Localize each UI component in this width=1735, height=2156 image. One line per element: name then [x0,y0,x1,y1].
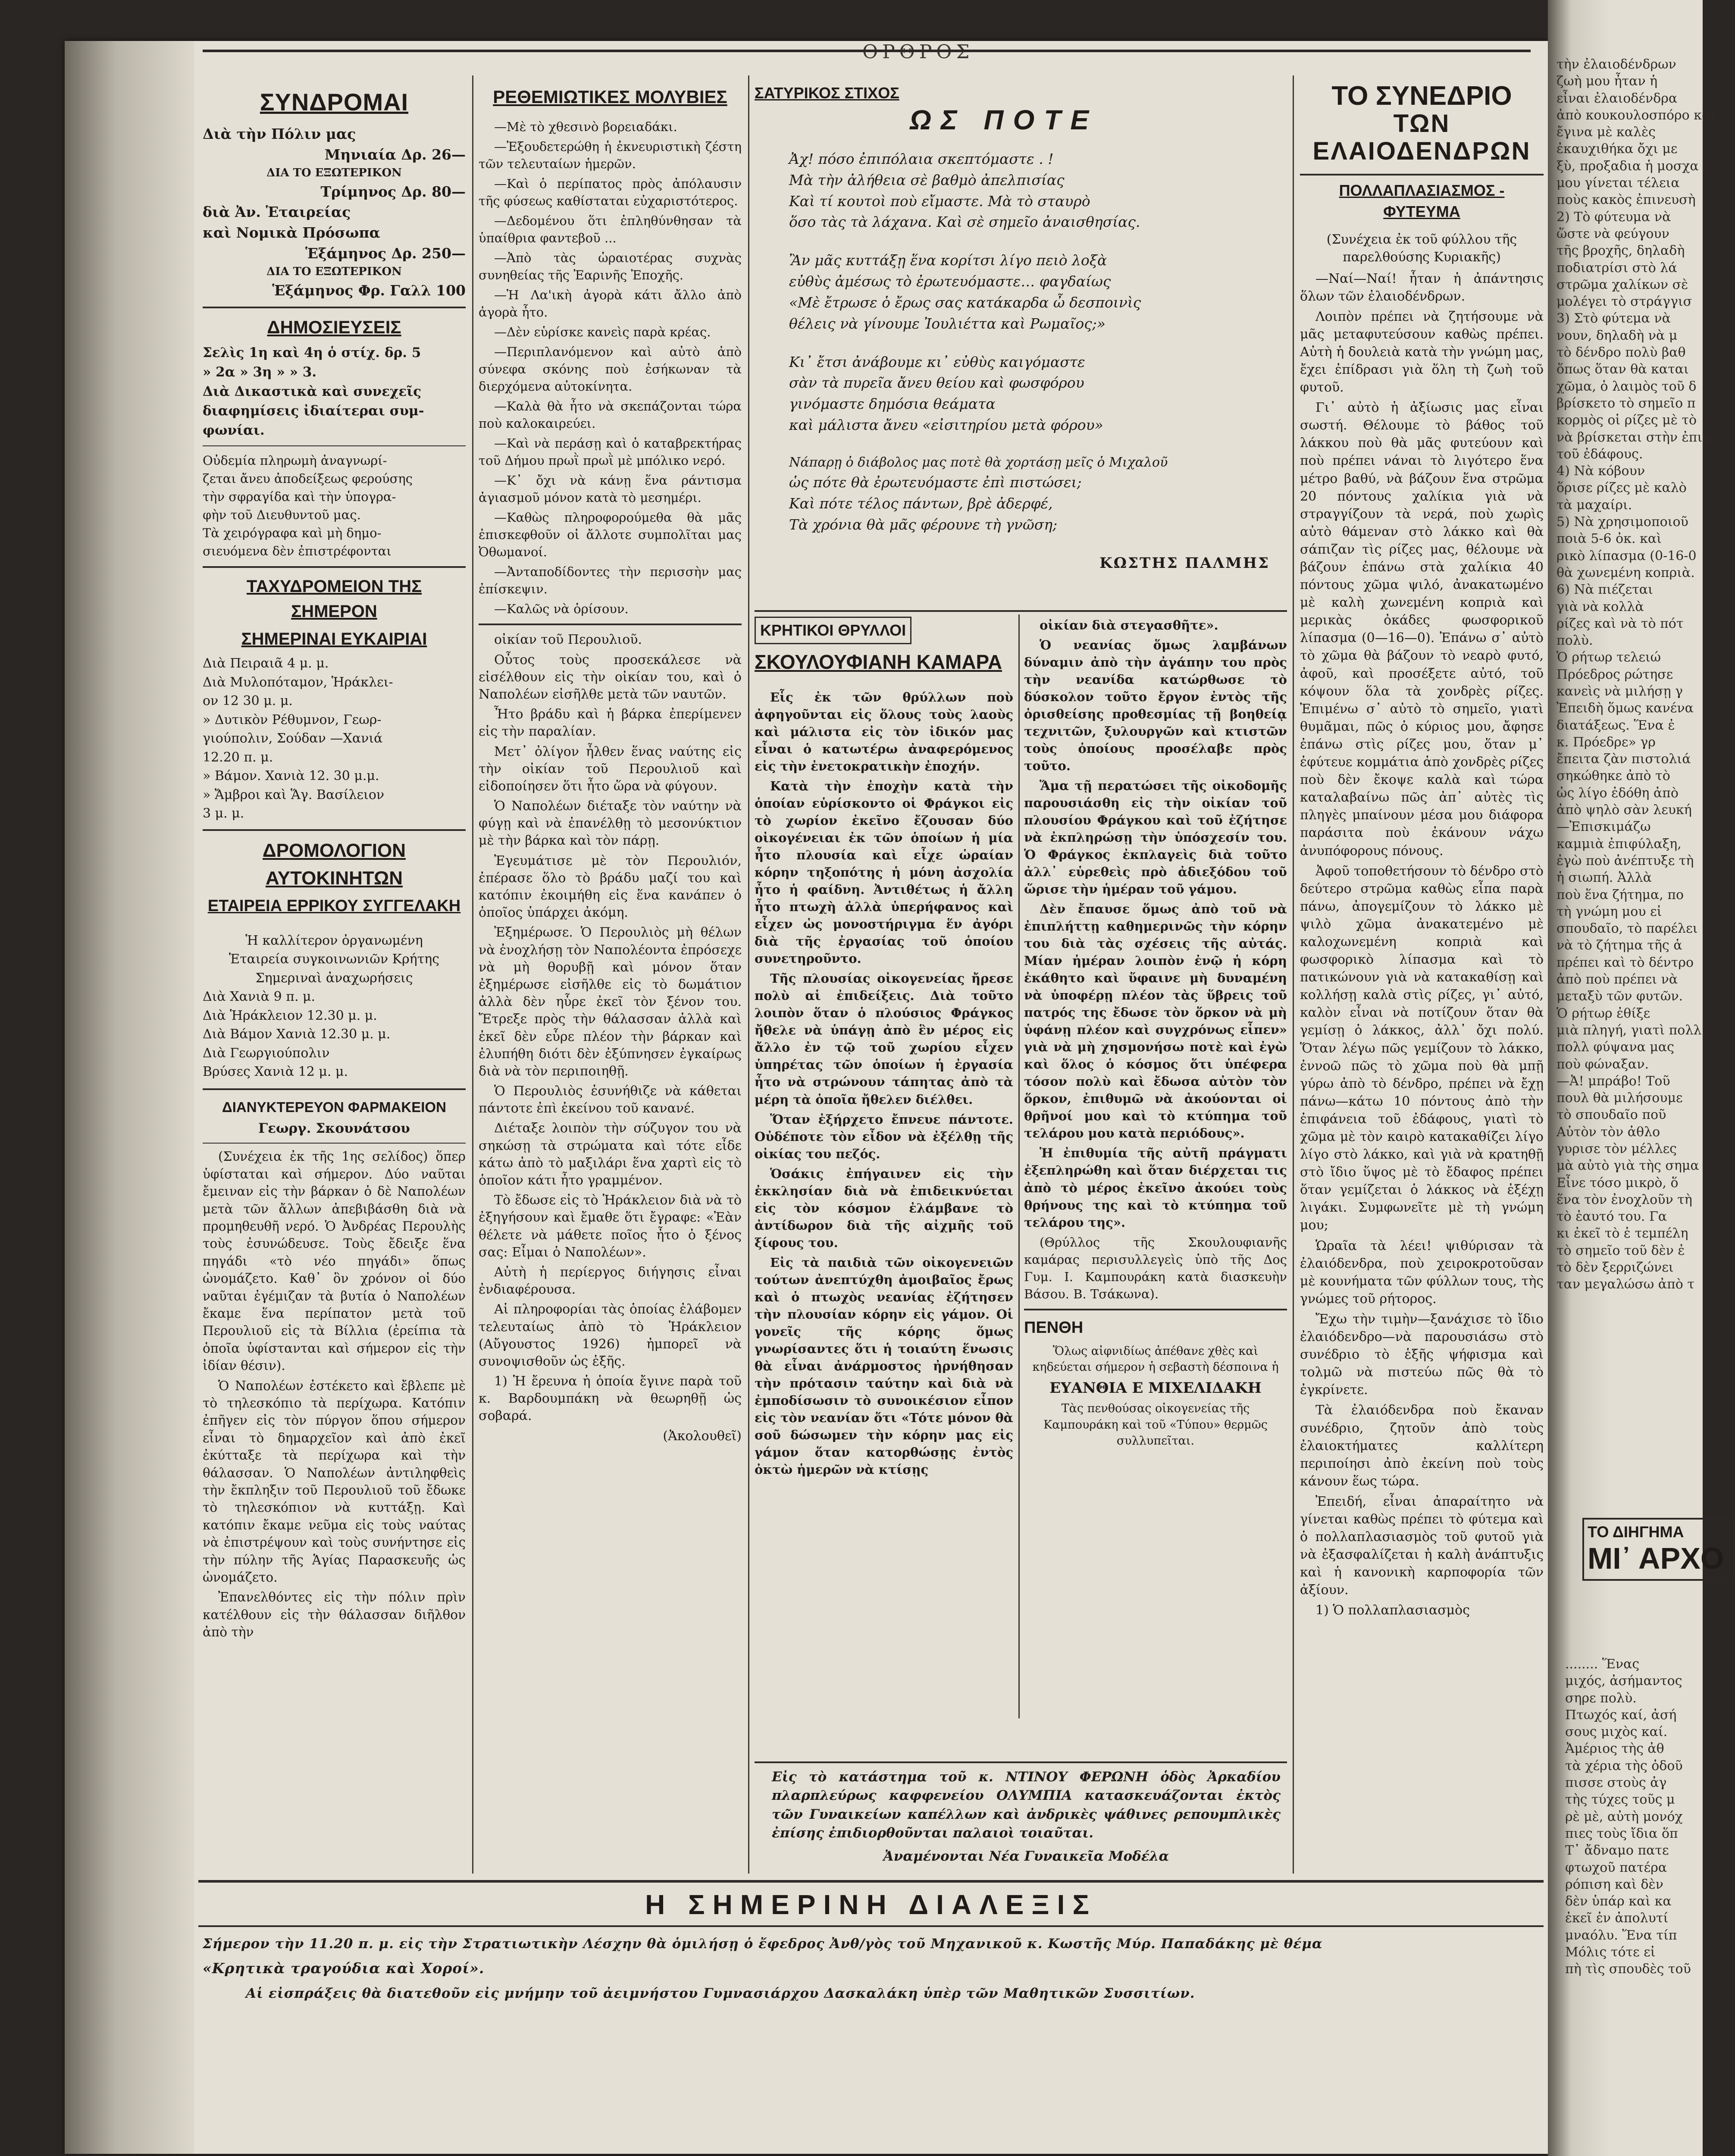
poem-line: Κι᾽ ἔτσι ἀνάβουμε κι᾽ εὐθὺς καιγόμαστε [789,353,1085,370]
fragment-line: πρέπει καὶ τὸ δέντρο [1556,955,1694,970]
fragment-line: Ἀμέριος τὴς ἀθ [1565,1741,1664,1757]
legend-paragraph: Ὅταν ἐξήρχετο ἔπνευε πάντοτε. Οὐδέποτε τὸν εἶδον νὰ ἐξέλθῃ τῆς οἰκίας του πεζός. [755,1112,1013,1161]
post-line: » Δυτικὸν Ρέθυμνον, Γεωρ- [203,712,382,727]
fragment-line: ἐκαυχιθήκα ὄχι με [1556,141,1678,157]
fragment-line: ποὺς κακὸς ἐπινευσὴ [1556,192,1696,208]
short-item: —Δὲν εὑρίσκε κανεὶς παρὰ κρέας. [494,325,711,340]
fragment-line: Ἐπειδὴ ὅμως κανένα [1556,701,1694,716]
section-divider [755,610,1287,612]
story-paragraph: Ἐξημέρωσε. Ὁ Περουλιὸς μὴ θέλων νὰ ἐνοχλήσῃ τὸν Ναπολέοντα ἐπρόσεχε νὰ μὴ θορυβῇ καὶ μόνον ὅταν ἐξημέρωσε εἰσῆλθε εἰς τὸ δωμάτιον ἀλλὰ δὲν ηὗρε ἐκεῖ τὸν ξένον του. Ἔτρεξε πρὸς τὴν θάλασσαν ἀλλὰ καὶ ἐκεῖ δὲν εὗρε πλέον τὴν βάρκαν καὶ ἐλυπήθη διότι δὲν ἐξύπνησεν ἐγκαίρως διὰ νὰ τὸν περιποιηθῇ. [479,925,742,1079]
short-item: —Κ᾽ ὄχι νὰ κάνῃ ἕνα ράντισμα ἀγιασμοῦ μόνον κατὰ τὸ μεσημέρι. [479,473,742,505]
banner-top-rule [198,1880,1544,1883]
post-line: » Βάμον. Χανιὰ 12. 30 μ.μ. [203,768,379,784]
legend-source: (Θρύλλος τῆς Σκουλουφιανῆς καμάρας περισυλλεγεὶς ὑπὸ τῆς Δος Γυμ. Ι. Καμπουράκη κατὰ διασκευὴν Βάσου. Β. Τσάκωνα). [1024,1235,1287,1301]
olive-paragraph: 1) Ὁ πολλαπλασιασμὸς [1315,1603,1470,1618]
fragment-line: χῶμα, ὁ λαιμὸς τοῦ δ [1556,379,1697,394]
mourning-end: Τὰς πενθούσας οἰκογενείας τῆς Καμπουράκη καὶ τοῦ «Τύπου» θερμῶς συλλυπεῖται. [1043,1402,1268,1448]
pharmacy-name: Γεωργ. Σκουνάτσου [258,1121,410,1137]
poem-line: Νάπαρῃ ὁ διάβολος μας ποτὲ θὰ χορτάσῃ μεῖς ὁ Μιχαλοῦ [789,454,1168,470]
fragment-line: πουλ θὰ μιλήσουμε [1556,1091,1683,1106]
fragment-line: —Ἀ! μπράβο! Τοῦ [1556,1073,1670,1089]
subscriptions-line: Διὰ τὴν Πόλιν μας [203,125,356,143]
fragment-line: πισσε στοὺς ἀγ [1565,1775,1667,1791]
bus-line: Διὰ Γεωργιούπολιν [203,1045,330,1061]
poem-line: Καὶ τί κουτοὶ ποὺ εἴμαστε. Μὰ τὸ σταυρὸ [789,192,1090,210]
short-item: —Ἀνταποδίδοντες τὴν περισσὴν μας ἐπίσκεψιν. [479,564,742,597]
story-paragraph: Διέταξε λοιπὸν τὴν σύζυγον του νὰ σηκώσῃ τὰ στρώματα καὶ τότε εἶδε κάτω ἀπὸ τὸ μαξιλάρι ἕνα χαρτὶ εἰς τὸ ὁποῖον κάτι ἦτο γραμμένον. [479,1121,742,1188]
column-rule [1293,75,1294,1874]
bus-line: Ἑταιρεία συγκοινωνιῶν Κρήτης [229,952,440,967]
short-items [479,118,742,617]
fragment-line: Αὐτὸν τὸν ἀθλο [1556,1124,1660,1140]
legend-paragraph: Ἡ ἐπιθυμία τῆς αὐτῆ πράγματι ἐξεπληρώθη καὶ ὅταν διέρχεται τις ἀπὸ τὸ μέρος ἐκεῖνο ἀκούει τοὺς θρήνους της καὶ τὸ κτύπημα τοῦ τελάρου της». [1024,1146,1287,1230]
story-part-1 [203,1148,466,1641]
divider [203,445,466,446]
fragment-line: νὰ βρίσκεται στὴν ἐπιφ [1556,429,1712,445]
fragment-line: πὴ τὶς σπουδὲς τοῦ [1565,1962,1691,1977]
ads-line: » 2α » 3η » » 3. [203,364,317,380]
olive-paragraph: Ἔχω τὴν τιμὴν—ξανάχισε τὸ ἴδιο ἐλαιόδενδρο—νὰ παρουσιάσω στὸ συνέδριο τὸ ἑξῆς ψήφισμα καὶ τολμῶ νὰ πιστεύω πῶς θὰ τὸ ἐγκρίνετε. [1300,1311,1544,1398]
bus-line: Διὰ Χανιὰ 9 π. μ. [203,989,316,1005]
subscriptions-line: ΔΙΑ ΤΟ ΕΞΩΤΕΡΙΚΟΝ [266,265,402,278]
legend-paragraph: Κατὰ τὴν ἐποχὴν κατὰ τὴν ὁποίαν εὑρίσκοντο οἱ Φράγκοι εἰς τὸ χωρίον ἐκεῖνο ἔζουσαν δύο οἰκογένειαι ἐκ τῶν ὁποίων ἡ μία ἦτο πλουσία καὶ εἶχε ὡραίαν κόρην τηξοπότης ἡ μόνη ἀσχολία ἦτο ἡ φαίδνη. Ἀντιθέτως ἡ ἄλλη ἦτο πτωχὴ ἀλλὰ ὑπερήφανος καὶ εἶχεν ὡς μονοστήριγμα ἕν ἀγόρι διὰ τῆς ἐργασίας τοῦ ὁποίου συνετηροῦντο. [755,779,1013,966]
ads-line: διαφημίσεις ἰδιαίτεραι συμ- [203,403,424,419]
notice-block [203,451,466,560]
shop-ad-tagline: Ἀναμένονται Νέα Γυναικεῖα Μοδέλα [883,1848,1169,1864]
olive-congress-article [1300,82,1544,1622]
ads-title: ΔΗΜΟΣΙΕΥΣΕΙΣ [267,317,401,338]
lecture-line: Αἱ εἰσπράξεις θὰ διατεθοῦν εἰς μνήμην τοῦ ἀειμνήστου Γυμνασιάρχου Δασκαλάκη ὑπὲρ τῶν Μαθητικῶν Συσσιτίων. [246,1986,1195,2001]
top-rule [203,50,1531,52]
short-item: —Ἐξουδετερώθη ἡ ἐκνευριστικὴ ζέστη τῶν τελευταίων ἡμερῶν. [479,139,742,171]
notice-line: σιευόμενα δὲν ἐπιστρέφονται [203,544,391,559]
divider [203,829,466,831]
post-line: 12.20 π. μ. [203,749,273,765]
olive-title-2: ΤΩΝ ΕΛΑΙΟΔΕΝΔΡΩΝ [1312,110,1531,165]
story-paragraph: Ὁ Περουλιὸς ἐσυνήθιζε νὰ κάθεται πάντοτε ἐπὶ ἐκείνου τοῦ κανανέ. [479,1084,742,1116]
legend-title: ΣΚΟΥΛΟΥΦΙΑΝΗ ΚΑΜΑΡΑ [755,650,1002,673]
fragment-line: ξὺ, προξαδια ἡ μοσχα [1556,158,1699,174]
column-title: ΡΕΘΕΜΙΩΤΙΚΕΣ ΜΟΛΥΒΙΕΣ [493,87,727,107]
legend-paragraph: Εἷς ἐκ τῶν θρύλλων ποὺ ἀφηγοῦνται εἰς ὅλους τοὺς λαοὺς καὶ μάλιστα εἰς τὸν ἰδικόν μας εἶναι ὁ κατωτέρω ἀναφερόμενος εἰς τὴν ἐνετοκρατικὴν ἐποχήν. [755,690,1013,774]
fragment-line: κορμὸς οἱ ρίζες μὲ τὸ [1556,413,1697,428]
ads-line: φωνίαι. [203,423,265,439]
fragment-line: ὡς λίγο ἐδόθη ἀπὸ [1556,785,1679,801]
story-paragraph: Τὸ ἔδωσε εἰς τὸ Ἡράκλειον διὰ νὰ τὸ ἐξηγήσουν καὶ ἔμαθε ὅτι ἔγραφε: «Ἐὰν θέλετε νὰ μάθετε ποῖος ἦτο ὁ ξένος σας: Εἶμαι ὁ Ναπολέων». [479,1193,742,1260]
olive-paragraph: Λοιπὸν πρέπει νὰ ζητήσουμε νὰ μᾶς μεταφυτεύσουν καθὼς πρέπει. Αὐτὴ ἡ δουλειὰ κατὰ τὴν γνώμη μας, ἔχει ἐπίδρασι γιὰ ὅλη τὴ ζωὴ τοῦ φυτοῦ. [1300,309,1544,395]
notice-line: Οὐδεμία πληρωμὴ ἀναγνωρί- [203,453,387,468]
ads-block [203,343,466,440]
fragment-line: ποιὰ 5-6 ὀκ. καὶ [1556,531,1662,547]
fragment-line: ἀπὸ ψηλὸ σὰν λευκή [1556,802,1692,818]
fragment-line: θὰ χωνεμένη κοπριὰ. [1556,565,1695,580]
short-item: —Δεδομένου ὅτι ἐπληθύνθησαν τὰ ὑπαίθρια φαντεβοῦ ... [479,213,742,246]
legend-paragraph: Τῆς πλουσίας οἰκογενείας ἤρεσε πολὺ αἱ ἐπιδείξεις. Διὰ τοῦτο λοιπὸν ὅταν ὁ πλούσιος Φράγκος ἤθελε νὰ ὑπάγῃ ἀπὸ ἓν μέρος εἰς ἄλλο ἐν τῷ τοῦ χωρίου εἶχεν ὑπηρέτας τῶν ὁποίων ἡ ἐργασία ἦτο νὰ στρώνουν τάπητας ἀπὸ τὰ μέρη τὰ ὁποῖα ἤθελεν διέλθει. [755,971,1013,1107]
cretan-legend-col-b [1024,617,1287,1449]
short-item: —Περιπλανόμενον καὶ αὐτὸ ἀπὸ σύνεφα σκόνης ποὺ ἐσήκωναν τὰ διερχόμενα αὐτοκίνητα. [479,345,742,394]
ads-line: Διὰ Δικαστικὰ καὶ συνεχεῖς [203,384,422,400]
fragment-line: 6) Νὰ πιέζεται [1556,582,1653,598]
poem-line: ὡς πότε θὰ ἐρωτευόμαστε ἐπὶ πιστώσει; [789,474,1082,491]
short-item: —Καθὼς πληροφορούμεθα θὰ μᾶς ἐπισκεφθοῦν οἱ ἄλλοτε συμπολῖται μας Ὀθωμανοί. [479,510,742,560]
fragment-line: ρὲ μὲ, αὐτὴ μονόχ [1565,1809,1683,1824]
fragment-line: Εἶνε τόσο μικρὸ, ὅ [1556,1175,1679,1191]
short-item: —Καλὰ θὰ ἦτο νὰ σκεπάζονται τώρα ποὺ καλοκαιρεύει. [479,399,742,431]
post-line: Διὰ Μυλοπόταμον, Ἡράκλει- [203,674,393,690]
legend-paragraph: οἰκίαν διὰ στεγασθῆτε». [1040,618,1218,633]
fragment-line: τὴς τύχες τοῦς μ [1565,1792,1675,1808]
story-part-2 [479,631,742,1445]
bus-subtitle: ΕΤΑΙΡΕΙΑ ΕΡΡΙΚΟΥ ΣΥΓΓΕΛΑΚΗ [207,897,461,915]
poem-author: ΚΩΣΤΗΣ ΠΑΛΜΗΣ [1099,554,1270,572]
fragment-line: —Ἐπισκιμάζω [1556,819,1651,835]
post-subtitle: ΣΗΜΕΡΙΝΑΙ ΕΥΚΑΙΡΙΑΙ [241,630,427,649]
fragment-line: ποὺ φώναξαν. [1556,1056,1649,1072]
satire-kicker: ΣΑΤΥΡΙΚΟΣ ΣΤΙΧΟΣ [755,84,899,102]
fragment-line: ζωὴ μου ἦταν ἡ [1556,74,1658,89]
lecture-line: «Κρητικὰ τραγούδια καὶ Χοροί». [203,1960,485,1977]
fragment-line: μὰ αὐτὸ γιὰ τὴς σημα [1556,1158,1699,1174]
notice-line: ζεται ἄνευ ἀποδείξεως φερούσης [203,471,413,486]
shop-ad-text: Εἰς τὸ κατάστημα τοῦ κ. ΝΤΙΝΟΥ ΦΕΡΩΝΗ ὁδὸς Ἀρκαδίου πλαρπλεύρως καφφενείου ΟΛΥΜΠΙΑ κατασκευάζονται ἐκτὸς τῶν Γυναικείων καπέλλων καὶ ἀνδρικὲς ψάθινες ρεπουμπλικὲς ἐπίσης ἐπιδιορθοῦνται παλαιοὶ τοιαῦται. [772,1769,1281,1841]
fragment-line: βρίσκετο τὸ σημεῖο π [1556,395,1696,411]
section-divider [755,1761,1287,1763]
divider [1300,174,1544,175]
fragment-line: ἀπὸ κουκουλοσπόρο καὶ [1556,107,1716,123]
fragment-line: μου γίνεται τέλεια [1556,175,1680,191]
fragment-line: κ. Πρόεδρε» γρ [1556,734,1656,750]
satire-section [755,82,1287,574]
adjacent-page-text-lower [1565,1656,1703,1978]
page-binding [65,41,194,2154]
legend-paragraph: Ἅμα τῇ περατώσει τῆς οἰκοδομῆς παρουσιάσθη εἰς τὴν οἰκίαν τοῦ πλουσίου Φράγκου καὶ τοῦ ἐζήτησε νὰ ἐκπληρώσῃ τὴν ὑπόσχεσίν του. Ὁ Φράγκος ἐκπλαγεὶς διὰ τοῦτο ἀλλ᾽ εὑρεθεὶς πρὸ ἀδιεξόδου τοῦ ὥρισε τὴν ἡμέραν τοῦ γάμου. [1024,778,1287,897]
post-line: » Ἄμβροι καὶ Ἅγ. Βασίλειον [203,787,385,802]
fragment-line: 5) Νὰ χρησιμοποιοῦ [1556,514,1688,530]
cretan-legend-col-a [755,617,1013,1481]
fragment-line: ταν μεγαλώσω ἀπὸ τ [1556,1277,1694,1292]
fragment-line: Μόλις τότε εἰ [1565,1945,1656,1960]
fragment-line: ρίζες καὶ νὰ τὸ πότ [1556,616,1684,631]
olive-paragraph: Ἀφοῦ τοποθετήσουν τὸ δένδρο στὸ δεύτερο στρῶμα καθὼς εἶπα παρὰ πάνω, ἀπογεμίζουν τὸ λάκκο μὲ ψιλὸ χῶμα ἀνακατεμένο μὲ καλοχωνεμένη κοπριὰ καὶ φωσφορικὸ λίπασμα καὶ τὸ πατικώνουν γιὰ νὰ κατακαθίσῃ καὶ κολλήσῃ καλὰ στὶς ρίζες, γι᾽ αὐτό, καλὸν εἶναι νὰ ποτίζουν ὅταν θὰ γεμίσῃ ὁ λάκκος, ἀλλ᾽ ὄχι πολύ. Ὅταν λέγω πῶς γεμίζουν τὸ λάκκο, ἐννοῶ πῶς τὸ χῶμα ποὺ θὰ μπῇ γύρω ἀπὸ τὸ δένδρο, πρέπει νὰ ἔχῃ πάνω—κάτω 10 πόντους ἀπὸ τὴν ἐπιφάνεια τοῦ ἐδάφους, γιατὶ τὸ χῶμα μὲ τὸν καιρὸ κατακαθίζει λίγο λίγο στὸ λάκκο, καὶ γιὰ νὰ κρατηθῇ στὸ ἴδιο ὕψος μὲ τὸ ἔδαφος πρέπει ὅταν γεμίζεται ὁ λάκκος νὰ ἐξέχῃ λιγάκι. Συμφωνεῖτε μὲ τὴ γνώμη μου; [1300,863,1544,1233]
fragment-line: τοῦ ἐδάφους. [1556,446,1643,462]
fragment-line: σηκώθηκε ἀπὸ τὸ [1556,768,1670,784]
subscriptions-line: ΔΙΑ ΤΟ ΕΞΩΤΕΡΙΚΟΝ [266,166,402,179]
story-paragraph: (Συνέχεια ἐκ τῆς 1ης σελίδος) ὅπερ ὑφίσταται καὶ σήμερον. Δύο ναῦται ἔμειναν εἰς τὴν βάρκαν ὁ δὲ Ναπολέων μετὰ τῶν ἄλλων ἀπεβιβάσθη διὰ νὰ προμηθευθῆ νερό. Ὁ Ἀνδρέας Περουλὴς τοὺς ἐσυνώδευσε. Τοὺς ἔδειξε ἕνα πηγάδι «τὸ νέο πηγάδι» ὅπως ὠνομάζετο. Καθ᾽ ὃν χρόνον οἱ δύο ναῦται ἐγέμιζαν τὰ βυτία ὁ Ναπολέων ἔκαμε ἕνα περίπατον μετὰ τοῦ Περουλιοῦ εἰς τὰ Βίλλια (ἐρείπια τὰ ὁποῖα ὑφίστανται καὶ σήμερον εἰς τὴν ἰδίαν θέσιν). [203,1149,466,1373]
fragment-line: νουν, δηλαδὴ νὰ μ [1556,328,1678,343]
legend-kicker: ΚΡΗΤΙΚΟΙ ΘΡΥΛΛΟΙ [755,617,911,644]
poem-line: θέλεις νὰ γίνουμε Ἰουλιέττα καὶ Ρωμαῖος;» [789,315,1106,332]
subscriptions-line: διὰ Ἀν. Ἑταιρείας [203,204,351,221]
story-box-title: ΜΙ᾽ ΑΡΧΟ [1588,1542,1724,1575]
fragment-line: τὰ μαχαίρι. [1556,497,1632,513]
divider [1024,1309,1287,1310]
olive-paragraph: —Ναί—Ναί! ἦταν ἡ ἀπάντησις ὅλων τῶν ἐλαιοδένδρων. [1300,271,1544,304]
divider [479,624,742,625]
fragment-line: τὸ δένδρο πολὺ βαθ [1556,345,1686,360]
fragment-line: τὸ δὲν ξερριζώνει [1556,1260,1674,1275]
fragment-line: μιχός, ἀσήμαντος [1565,1673,1682,1689]
bus-block [203,931,466,1081]
fragment-line: διατάξεως. Ἕνα ἐ [1556,718,1675,733]
fragment-line: ποδιατρίσι στὸ λά [1556,260,1677,276]
short-item: —Καὶ νὰ περάσῃ καὶ ὁ καταβρεκτήρας τοῦ Δήμου πρωῒ πρωῒ μὲ μπόλικο νερό. [479,436,742,468]
short-item: —Καλῶς νὰ ὁρίσουν. [494,602,629,617]
lecture-line: Σήμερον τὴν 11.20 π. μ. εἰς τὴν Στρατιωτικὴν Λέσχην θὰ ὁμιλήσῃ ὁ ἔφεδρος Ἀνθ/γὸς τοῦ Μηχανικοῦ κ. Κωστῆς Μύρ. Παπαδάκης μὲ θέμα [203,1936,1323,1952]
olive-paragraph: Γι᾽ αὐτὸ ἡ ἀξίωσις μας εἶναι σωστή. Θέλουμε τὸ βάθος τοῦ λάκκου ποὺ θὰ μᾶς φυτεύουν καὶ ποὺ πρέπει νάναι τὸ λιγότερο ἕνα μέτρο βαθύ, νὰ βάζουν ἕνα στρῶμα 20 πόντους χαλίκια γιὰ νὰ στραγγίζουν τὰ νερά, ποὺ χωρὶς αὐτὸ θάμεναν στὸ λάκκο καὶ θὰ σάπιζαν τὶς ρίζες μας, θέλουμε νὰ βάζουν ἐπάνω στὰ χαλίκια 40 πόντους χῶμα ψιλό, ἀνακατωμένο μὲ καλὴ χωνεμένη κοπριὰ καὶ μερικὰς ὀκάδες φωσφορικοῦ λίπασμα (0—16—0). Ἐπάνω σ᾽ αὐτὸ τὸ χῶμα θὰ βάζουν τὸ νεαρὸ φυτό, ἀφοῦ, καὶ προσέξετε αὐτό, τοῦ κόψουν ὅλα τὰ χονδρὲς ρίζες. Ἐπιμένω σ᾽ αὐτὸ τὸ σημεῖο, γιατὶ θυμᾶμαι, πῶς ὁ κύριος μου, ἄφησε ἐπάνω στὶς ρίζες μου, ὅταν μ᾽ ἐφύτευε κομμάτια ἀπὸ χονδρὲς ρίζες ποὺ δὲν ἔκοψε καλὰ καὶ τώρα καταλαβαίνω πῶς ἀπ᾽ αὐτὲς τὶς πληγὲς μπαίνουν μέσα μου διάφορα παράσιτα ποὺ ἐκάνουν νάχω ἀνυπόφορους πόνους. [1300,400,1544,859]
fragment-line: σους μιχὸς καί. [1565,1724,1668,1740]
satire-title: ΩΣ ΠΟΤΕ [910,104,1099,136]
fragment-line: νὰ τὸ ζήτημα τῆς ἁ [1556,938,1682,953]
fragment-line: τὴ γνώμη μου εἰ [1556,904,1662,919]
fragment-line: 3) Στὸ φύτεμα νὰ [1556,311,1671,326]
legend-paragraph: Εἰς τὰ παιδιὰ τῶν οἰκογενειῶν τούτων ἀνεπτύχθη ἀμοιβαῖος ἔρως καὶ ὁ πτωχὸς νεανίας ἐζήτησεν τὴν πλουσίαν κόρην εἰς γάμον. Οἱ γονεῖς τῆς κόρης ὅμως γνωρίσαντες ὅτι ἡ τοιαύτη ἕνωσις θὰ εἶναι ἀνάρμοστος ἠρνήθησαν τὴν πρότασιν ταύτην καὶ διὰ νὰ ἐμποδίσωσιν τὸ συνοικέσιον εἶπον εἰς τὸν νεανίαν ὅτι «Τότε μόνον θὰ σοῦ δώσωμεν τὴν κόρην μας εἰς γάμον ὅταν κατορθώσῃς ἐντὸς ὀκτὼ ἡμερῶν νὰ κτίσῃς [755,1255,1013,1477]
story-paragraph: Ἐπανελθόντες εἰς τὴν πόλιν πρὶν κατέλθουν εἰς τὴν θάλασσαν διῆλθον ἀπὸ τὴν [203,1590,466,1640]
bus-line: Διὰ Βάμον Χανιὰ 12.30 μ. μ. [203,1027,391,1042]
poem-line: Ἀχ! πόσο ἐπιπόλαια σκεπτόμαστε . ! [789,150,1054,167]
fragment-line: ἀπὸ ποὺ πρέπει νὰ [1556,972,1678,987]
poem-line: σὰν τὰ πυρεῖα ἄνευ θείου καὶ φωσφόρου [789,374,1084,392]
divider [203,1088,466,1090]
subscriptions-line: Τρίμηνος Δρ. 80— [320,183,466,200]
fragment-line: τὰ χέρια τὴς ὁδοῦ [1565,1758,1683,1774]
legend-paragraph: Ὁ νεανίας ὅμως λαμβάνων δύναμιν ἀπὸ τὴν ἀγάπην του πρὸς τὴν νεανίδα κατώρθωσε τὸ δύσκολον τοῦτο ἔργον ἐντὸς τῆς ὁρισθείσης προθεσμίας τῇ βοηθείᾳ τεχνιτῶν, ξυλουργῶν καὶ κτιστῶν τοὺς ὁποίους προσέλαβε πρὸς τοῦτο. [1024,638,1287,774]
poem-line: Καὶ πότε τέλος πάντων, βρὲ ἀδερφέ, [789,495,1053,512]
legend-paragraph: Ὁσάκις ἐπήγαινεν εἰς τὴν ἐκκλησίαν διὰ νὰ ἐπιδεικνύεται εἰς τὸν κόσμον ἐλάμβανε τὸ ἀντίδωρον διὰ τῆς αἰχμῆς τοῦ ξίφους του. [755,1166,1013,1250]
notice-line: φὴν τοῦ Διευθυντοῦ μας. [203,508,361,523]
post-line: γιούπολιν, Σούδαν —Χανιά [203,731,383,746]
poem-stanza [789,250,1287,334]
fragment-line: γιὰ νὰ κολλὰ [1556,599,1644,614]
story-paragraph: Ἐγευμάτισε μὲ τὸν Περουλιόν, ἐπέρασε ὅλο τὸ βράδυ μαζί του καὶ κατόπιν ἐκοιμήθη εἰς ἕνα κανάπεν ὁ ὁποῖος ὑπάρχει ἀκόμη. [479,853,742,921]
legend-paragraph: Δὲν ἔπαυσε ὅμως ἀπὸ τοῦ νὰ ἐπιπλήττῃ καθημερινῶς τὴν κόρην του διὰ τὰς σχέσεις τῆς αὐτάς. Μίαν ἡμέραν λοιπὸν ἐνῷ ἡ κόρη ἐκάθητο καὶ ὕφαινε μὴ δυναμένη νὰ ὑποφέρῃ πλέον τὰς ὕβρεις τοῦ πατρός της ἔδωσε τὸν ὅρκον νὰ μὴ ὑφάνῃ πλέον καὶ συγχρόνως εἶπεν» γιὰ νὰ μὴ χησμονήσω ποτὲ καὶ ἐγὼ καὶ ὅλος ὁ κόσμος ὅτι ὑπέφερα τόσον πολὺ καὶ ἔδωσα αὐτὸν τὸν ὅρκον, ἐπιθυμῶ νὰ ἀκούονται οἱ θρῆνοί μου καὶ τὸ κτύπημα τοῦ τελάρου μου κατὰ περιόδους». [1024,902,1287,1141]
divider [203,566,466,568]
divider [203,307,466,308]
fragment-line: ἡ σιωπή. Ἀλλὰ [1556,870,1652,886]
fragment-line: φτωχοῦ πατέρα [1565,1860,1667,1875]
fragment-line: κανεὶς νὰ μιλήσῃ γ [1556,683,1683,699]
story-paragraph: οἰκίαν τοῦ Περουλιοῦ. [494,632,642,648]
shop-ad [772,1768,1281,1866]
fragment-line: ρικὸ λίπασμα (0-16-0 [1556,548,1697,564]
poem-line: γινόμαστε δημόσια θεάματα [789,395,996,413]
newspaper-page [65,41,1548,2154]
fragment-line: πιες τοὺς ἴδια ὅπ [1565,1826,1678,1841]
fragment-line: μεταξὺ τῶν φυτῶν. [1556,989,1683,1004]
poem-stanza [789,453,1287,536]
fragment-line: ὅρισε ρίζες μὲ καλὸ [1556,480,1687,496]
fragment-line: 2) Τὸ φύτευμα νὰ [1556,209,1671,225]
bus-title: ΔΡΟΜΟΛΟΓΙΟΝ ΑΥΤΟΚΙΝΗΤΩΝ [263,840,406,889]
fragment-line: ὅπως ὅταν θὰ καται [1556,362,1689,377]
olive-title-1: ΤΟ ΣΥΝΕΔΡΙΟ [1331,81,1512,111]
column-rule [748,75,749,1874]
short-item: —Καὶ ὁ περίπατος πρὸς ἀπόλαυσιν τῆς φύσεως καθίσταται εὐχαριστότερος. [479,176,742,209]
poem-line: ὅσο τὰς τὰ λάχανα. Καὶ σὲ σημεῖο ἀναισθησίας. [789,213,1140,231]
mourning-name: ΕΥΑΝΘΙΑ Ε ΜΙΧΕΛΙΔΑΚΗ [1049,1379,1262,1397]
short-item: —Μὲ τὸ χθεσινὸ βορειαδάκι. [494,119,677,134]
poem-line: εὐθὺς ἀμέσως τὸ ἐρωτευόμαστε… φαγδαίως [789,273,1111,290]
bus-line: Σημεριναὶ ἀναχωρήσεις [255,970,413,986]
fragment-line: ἕνα τὸν ἐνοχλοῦν τὴ [1556,1192,1692,1207]
fragment-line: δὲν ὑπάρ καὶ κα [1565,1894,1672,1909]
continued-note: (Ἀκολουθεῖ) [663,1428,742,1444]
subscriptions-line: Ἑξάμηνος Δρ. 250— [305,245,466,262]
fragment-line: ἔπειτα ζὰν πιστολιά [1556,752,1691,767]
fragment-line: εἶναι ἐλαιοδένδρα [1556,91,1678,106]
ads-line: Σελὶς 1η καὶ 4η ὁ στίχ. δρ. 5 [203,345,421,361]
poem-line: Ἂν μᾶς κυττάξῃ ἕνα κορίτσι λίγο πειὸ λοξὰ [789,252,1107,269]
poem-line: Μὰ τὴν ἀλήθεια σὲ βαθμὸ ἀπελπισίας [789,171,1065,188]
story-paragraph: 1) Ἡ ἔρευνα ἡ ὁποία ἔγινε παρὰ τοῦ κ. Βαρδουμπάκη νὰ θεωρηθῇ ὡς σοβαρά. [479,1374,742,1424]
bus-line: Ἡ καλλίτερον ὀργανωμένη [245,933,423,948]
fragment-line: ποὺ ἕνα ζήτημα, πο [1556,887,1684,903]
fragment-line: τὸ ἑαυτό του. Γα [1556,1209,1667,1225]
post-line: ον 12 30 μ. μ. [203,693,293,709]
mourning-title: ΠΕΝΘΗ [1024,1318,1084,1337]
fragment-line: γυρισε τὸν μέλλες [1556,1141,1677,1156]
fragment-line: τῆς βροχῆς, δηλαδὴ [1556,243,1685,259]
mourning-text: Ὅλως αἰφνιδίως ἀπέθανε χθὲς καὶ κηδεύεται σήμερον ἡ σεβαστὴ δέσποινα ἡ [1032,1344,1279,1374]
column-2 [479,82,742,1445]
subscriptions-line: Ἑξάμηνος Φρ. Γαλλ 100 [272,282,466,299]
fragment-line: στρῶμα χαλίκων σὲ [1556,277,1688,292]
fragment-line: ἐκεῖ ἐν ἀπολυτί [1565,1911,1669,1926]
adjacent-page-text [1556,56,1716,1293]
lecture-title: Η ΣΗΜΕΡΙΝΗ ΔΙΑΛΕΞΙΣ [645,1889,1097,1920]
story-box-kicker: ΤΟ ΔΙΗΓΗΜΑ [1588,1523,1684,1541]
subscriptions-line: καὶ Νομικὰ Πρόσωπα [203,224,380,241]
notice-line: Τὰ χειρόγραφα καὶ μὴ δημο- [203,526,382,541]
story-paragraph: Ὁ Ναπολέων ἐστέκετο καὶ ἔβλεπε μὲ τὸ τηλεσκόπιο τὰ περίχωρα. Κατόπιν ἐπῆγεν εἰς τὸν πύργον ὅπου σήμερον εἶναι τὸ δημαρχεῖον καὶ ἀπὸ ἐκεῖ ἐκύτταξε τὰ περίχωρα καὶ τὴν θάλασσαν. Ὁ Ναπολέων ἀντιληφθεὶς τὴν ἔκπληξιν τοῦ Περουλιοῦ τοῦ ἔδωκε τὸ τηλεσκόπιον νὰ κυττάξῃ. Καὶ κατόπιν ἔκαμε νεῦμα εἰς τοὺς ναύτας νὰ ἐπιστρέψουν καὶ τοὺς συνήντησε εἰς τὴν πύλην τῆς Ἁγίας Παρασκευῆς ὡς ὠνομάζετο. [203,1378,466,1585]
short-item: —Ἡ Λα'ικὴ ἀγορὰ κάτι ἄλλο ἀπὸ ἀγορὰ ἦτο. [479,288,742,320]
story-paragraph: Ἦτο βράδυ καὶ ἡ βάρκα ἐπερίμενεν εἰς τὴν παραλίαν. [479,707,742,740]
story-paragraph: Μετ᾽ ὀλίγον ἦλθεν ἕνας ναύτης εἰς τὴν οἰκίαν τοῦ Περουλιοῦ καὶ εἰδοποίησεν ὅτι ἦτο ὥρα νὰ φύγουν. [479,744,742,794]
post-title: ΤΑΧΥΔΡΟΜΕΙΟΝ ΤΗΣ ΣΗΜΕΡΟΝ [246,577,422,621]
story-paragraph: Ὁ Ναπολέων διέταξε τὸν ναύτην νὰ φύγῃ καὶ νὰ ἐπανέλθῃ τὸ μεσονύκτιον μὲ τὴν βάρκα καὶ τὸν πάρῃ. [479,799,742,849]
post-line: Διὰ Πειραιᾶ 4 μ. μ. [203,656,329,671]
fragment-line: Πρόεδρος ρώτησε [1556,667,1673,682]
fragment-line: μιὰ πληγή, γιατὶ πολλ [1556,1022,1702,1038]
bus-line: Διὰ Ἡράκλειον 12.30 μ. μ. [203,1008,377,1023]
story-paragraph: Οὗτος τοὺς προσεκάλεσε νὰ εἰσέλθουν εἰς τὴν οἰκίαν του, καὶ ὁ Ναπολέων εἰσῆλθε μετὰ τῶν ναυτῶν. [479,652,742,702]
fragment-line: πολλ φύψανα μας [1556,1040,1674,1055]
fragment-line: τὴν ἐλαιοδένδρων [1556,57,1676,72]
fragment-line: τὸ σπουδαῖο ποῦ [1556,1107,1666,1123]
fragment-line: καμμιὰ ἐπιφύλαξη, [1556,836,1682,852]
story-box [1582,1518,1735,1581]
fragment-line: 4) Νὰ κόβουν [1556,464,1645,479]
adjacent-page [1548,0,1724,2156]
fragment-line: κι ἐκεῖ τὸ ἑ τεμπέλη [1556,1226,1688,1241]
fragment-line: ρόπιση καὶ δὲν [1565,1877,1663,1892]
short-item: —Ἀπὸ τὰς ὡραιοτέρας συχνὰς συνηθείας τῆς Ἐαρινῆς Ἐποχῆς. [479,251,742,283]
poem-stanza [789,352,1287,436]
post-line: 3 μ. μ. [203,806,244,821]
fragment-line: πολὺ. [1556,633,1593,649]
bus-line: Βρύσες Χανιὰ 12 μ. μ. [203,1064,348,1080]
column-rule [472,75,473,1874]
fragment-line: τὸ σημεῖο τοῦ δὲν ἐ [1556,1243,1685,1258]
story-paragraph: Αἱ πληροφορίαι τὰς ὁποίας ἐλάβομεν τελευταίως ἀπὸ τὸ Ἡράκλειον (Αὔγουστος 1926) ἠμπορεῖ νὰ συνοψισθοῦν ὡς ἑξῆς. [479,1302,742,1369]
fragment-line: ........ Ἕνας [1565,1657,1640,1672]
column-1 [203,82,466,1644]
fragment-line: ὥστε νὰ φεύγουν [1556,226,1669,241]
fragment-line: ἔγινα μὲ καλὲς [1556,125,1656,140]
poem-line: «Μὲ ἔτρωσε ὁ ἔρως σας κατάκαρδα ὦ δεσποινὶς [789,294,1141,311]
fragment-line: σηρε πολὺ. [1565,1690,1637,1706]
poem-line: Τὰ χρόνια θὰ μᾶς φέρουνε τὴ γνῶση; [789,516,1058,533]
post-block [203,654,466,823]
fragment-line: Πτωχός καί, ἀσή [1565,1707,1677,1723]
banner-bottom-rule [198,1925,1544,1927]
olive-paragraph: Ἐπειδή, εἶναι ἀπαραίτητο νὰ γίνεται καθὼς πρέπει τὸ φύτεμα καὶ ὁ πολλαπλασιασμὸς τοῦ φυτοῦ γιὰ νὰ ἐξασφαλίζεται ἡ καλὴ ἀνάπτυξις καὶ ἡ κανονικὴ καρποφορία τῶν ἀξίουν. [1300,1494,1544,1598]
notice-line: τὴν σφραγίδα καὶ τὴν ὑπογρα- [203,489,396,505]
divider [203,1143,466,1144]
olive-paragraph: Ὡραῖα τὰ λέει! ψιθύρισαν τὰ ἐλαιόδενδρα, ποὺ χειροκροτοῦσαν μὲ κουνήματα τῶν φύλλων τους, τὴς γνώμες τοῦ ρήτορος. [1300,1238,1544,1307]
story-paragraph: Αὐτὴ ἡ περίεργος διήγησις εἶναι ἐνδιαφέρουσα. [479,1264,742,1297]
fragment-line: μολέγει τὸ στράγγισ [1556,294,1692,310]
pharmacy-title: ΔΙΑΝΥΚΤΕΡΕΥΟΝ ΦΑΡΜΑΚΕΙΟΝ [222,1099,446,1115]
olive-intro: (Συνέχεια ἐκ τοῦ φύλλου τῆς παρελθούσης Κυριακῆς) [1326,232,1517,265]
subscriptions-title: ΣΥΝΔΡΟΜΑΙ [260,88,409,116]
subscriptions-line: Μηνιαία Δρ. 26— [324,146,466,163]
fragment-line: ἐγὼ ποὺ ἀνέπτυξε τὴ [1556,853,1694,868]
subscriptions-block [203,124,466,301]
fragment-line: Ὁ ρήτωρ ἐθίξε [1556,1006,1650,1021]
fragment-line: Ὁ ρήτωρ τελειώ [1556,650,1661,665]
fragment-line: Τ᾽ ἄδναμο πατε [1565,1843,1669,1858]
fragment-line: σπουδαῖο, τὸ παρέλει [1556,921,1698,937]
olive-subtitle: ΠΟΛΛΑΠΛΑΣΙΑΣΜΟΣ - ΦΥΤΕΥΜΑ [1339,181,1505,220]
fragment-line: μναόλυ. Ἕνα τίπ [1565,1927,1677,1943]
olive-paragraph: Τὰ ἐλαιόδενδρα ποὺ ἔκαναν συνέδριο, ζητοῦν ἀπὸ τοὺς ἐλαιοκτήματες καλλίτερη περιποίησι ἀπὸ ἐκείνη ποὺ τοὺς κάνουν ἕως τώρα. [1300,1403,1544,1489]
column-rule [1018,614,1020,1718]
poem-stanza [789,149,1287,233]
poem-line: καὶ μάλιστα ἄνευ «εἰσιτηρίου μετὰ φόρου» [789,417,1103,434]
